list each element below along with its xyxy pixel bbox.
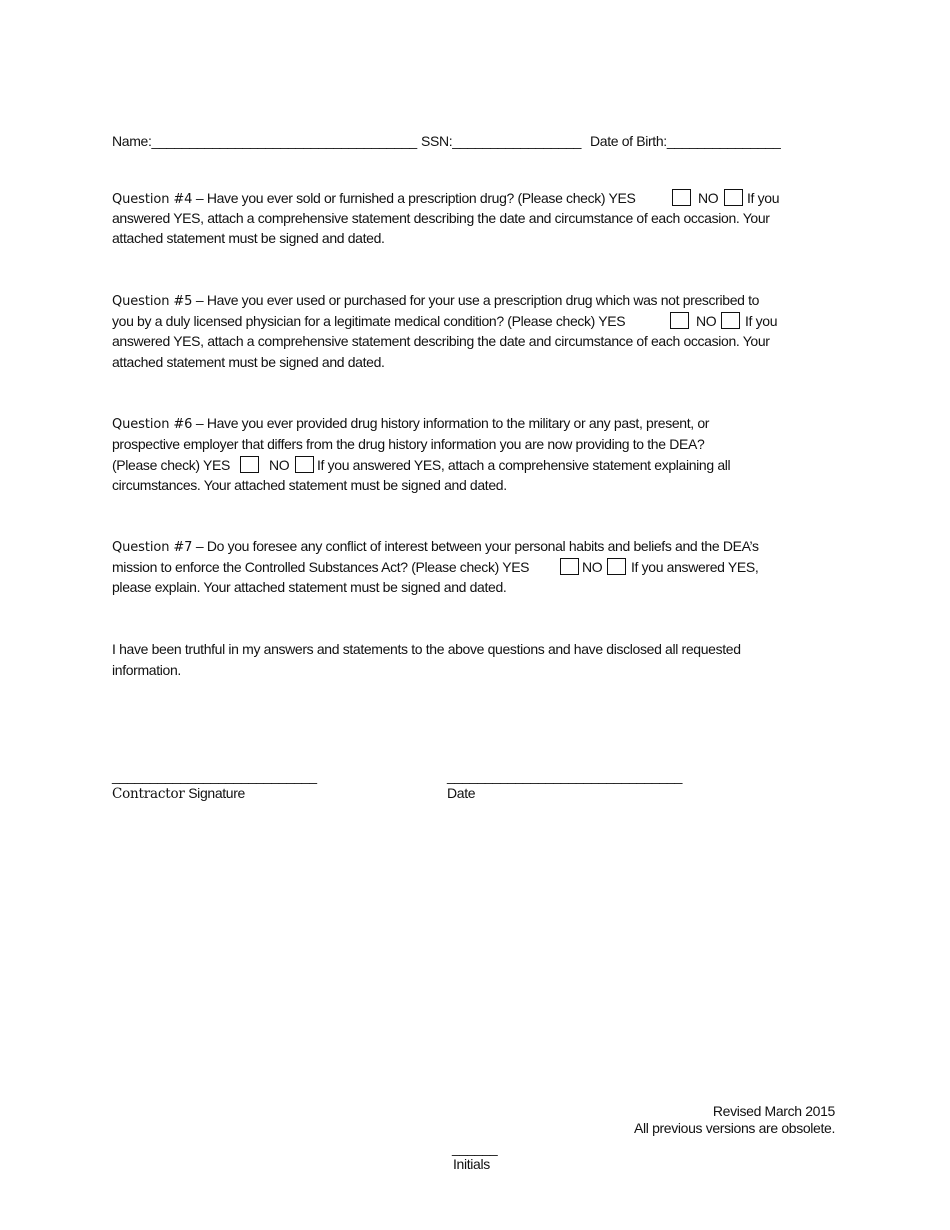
dob-label: Date of Birth: — [590, 133, 667, 149]
q6-text-1: – Have you ever provided drug history information to the military or any past, present, or — [192, 415, 710, 431]
q5-text-1: – Have you ever used or purchased for your use a prescription drug which was not prescribed to — [192, 292, 760, 308]
q6-line-1 — [112, 413, 709, 435]
attestation-line-1: I have been truthful in my answers and statements to the above questions and have disclosed all requested — [112, 641, 741, 657]
q7-label: Question #7 — [112, 540, 193, 555]
name-blank[interactable]: ___________________________________ — [151, 133, 418, 149]
ssn-field[interactable] — [421, 131, 581, 151]
q6-yes-checkbox[interactable] — [240, 456, 259, 473]
q5-line-2a: you by a duly licensed physician for a legitimate medical condition? (Please check) YES — [112, 313, 626, 329]
ssn-blank[interactable]: _________________ — [452, 133, 582, 149]
q7-no-label: NO — [582, 559, 603, 575]
q5-no-label: NO — [696, 313, 717, 329]
dob-blank[interactable]: _______________ — [666, 133, 781, 149]
q7-text-1: – Do you foresee any conflict of interest between your personal habits and beliefs and the DEA’s — [192, 538, 759, 554]
q4-text-1c: If you — [747, 190, 780, 206]
q4-yes-checkbox[interactable] — [672, 189, 691, 206]
q6-no-label: NO — [269, 457, 290, 473]
q6-line-3a: (Please check) YES — [112, 457, 230, 473]
signature-label-contractor: Contractor — [112, 786, 185, 802]
dob-field[interactable] — [590, 131, 781, 151]
initials-line[interactable]: ______ — [452, 1140, 498, 1156]
ssn-label: SSN: — [421, 133, 453, 149]
q5-label: Question #5 — [112, 294, 193, 309]
q4-line-3: attached statement must be signed and dated. — [112, 230, 385, 246]
initials-label: Initials — [453, 1156, 490, 1172]
attestation-line-2: information. — [112, 662, 181, 678]
q5-text-2c: If you — [745, 313, 778, 329]
q7-line-3: please explain. Your attached statement must be signed and dated. — [112, 579, 507, 595]
name-field[interactable] — [112, 131, 417, 151]
q5-line-1 — [112, 290, 759, 312]
signature-label-signature: Signature — [184, 785, 245, 801]
q4-text-1a: – Have you ever sold or furnished a prescription drug? (Please check) YES — [192, 190, 636, 206]
q4-line-2: answered YES, attach a comprehensive statement describing the date and circumstance of each occasion. Your — [112, 210, 770, 226]
q6-no-checkbox[interactable] — [295, 456, 314, 473]
q7-no-checkbox[interactable] — [607, 558, 626, 575]
q4-no-label: NO — [698, 190, 719, 206]
q4-label: Question #4 — [112, 192, 193, 207]
obsolete-note: All previous versions are obsolete. — [634, 1120, 835, 1136]
q4-line-1 — [112, 188, 635, 210]
q5-line-3: answered YES, attach a comprehensive statement describing the date and circumstance of each occasion. Your — [112, 333, 770, 349]
q6-line-2: prospective employer that differs from the drug history information you are now providing to the DEA? — [112, 436, 705, 452]
revised-note: Revised March 2015 — [712, 1103, 835, 1119]
q4-no-checkbox[interactable] — [724, 189, 743, 206]
q6-line-4: circumstances. Your attached statement must be signed and dated. — [112, 477, 507, 493]
q7-text-2c: If you answered YES, — [631, 559, 759, 575]
q7-yes-checkbox[interactable] — [560, 558, 579, 575]
q7-line-2a: mission to enforce the Controlled Substances Act? (Please check) YES — [112, 559, 530, 575]
date-line[interactable]: _______________________________ — [447, 768, 683, 784]
q6-label: Question #6 — [112, 417, 193, 432]
q5-yes-checkbox[interactable] — [670, 312, 689, 329]
q5-line-4: attached statement must be signed and dated. — [112, 354, 385, 370]
signature-label — [112, 783, 245, 804]
q7-line-1 — [112, 536, 759, 558]
q6-text-3c: If you answered YES, attach a comprehensive statement explaining all — [317, 457, 731, 473]
date-label: Date — [447, 785, 476, 801]
name-label: Name: — [112, 133, 152, 149]
q5-no-checkbox[interactable] — [721, 312, 740, 329]
signature-line[interactable]: ___________________________ — [112, 768, 317, 784]
